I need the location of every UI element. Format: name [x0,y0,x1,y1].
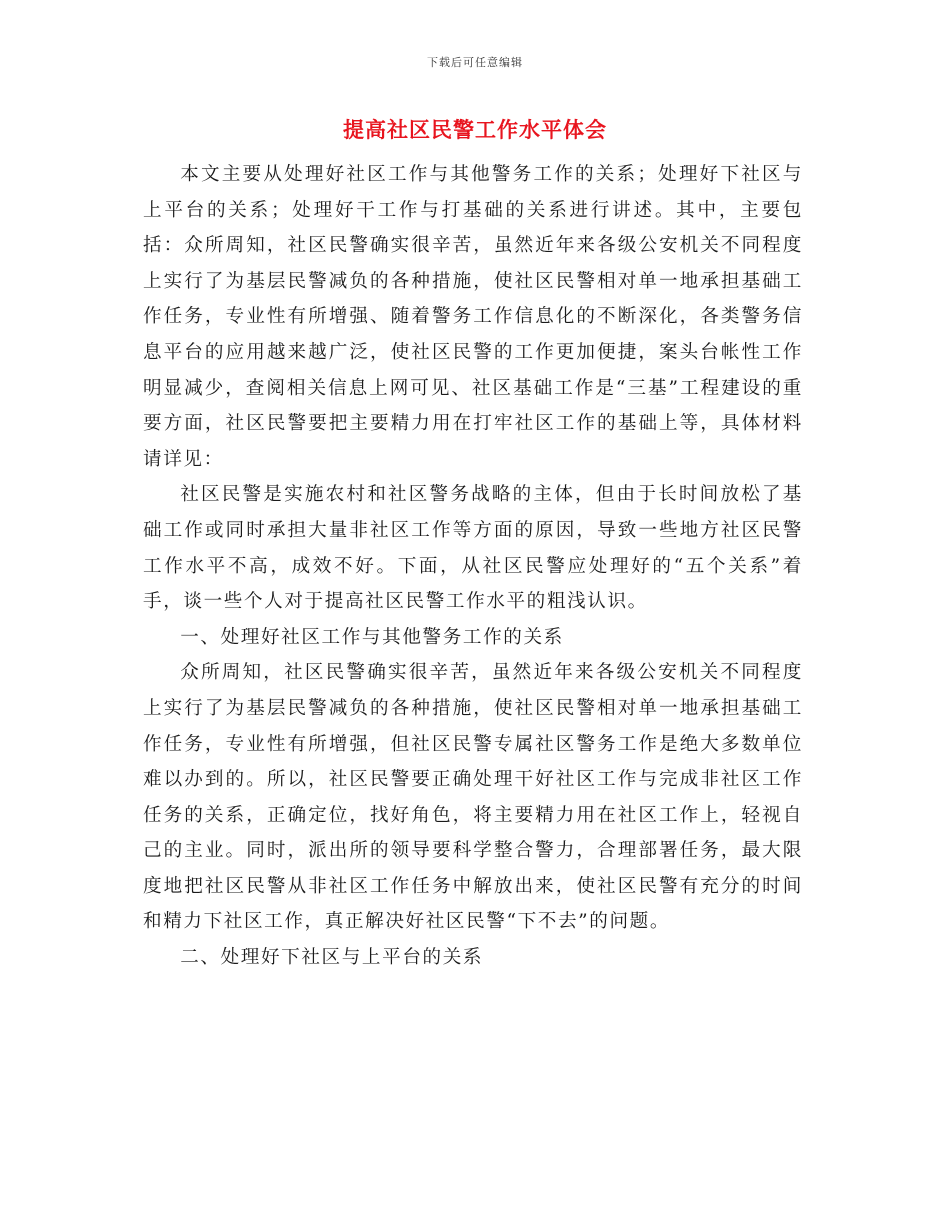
document-title: 提高社区民警工作水平体会 [343,117,607,142]
header-note: 下载后可任意编辑 [427,56,523,69]
section-heading-2: 二、处理好下社区与上平台的关系 [180,947,484,969]
intro-paragraph: 本文主要从处理好社区工作与其他警务工作的关系；处理好下社区与上平台的关系；处理好干工作与打基础的关系进行讲述。其中，主要包括：众所周知，社区民警确实很辛苦，虽然近年来各级公安机关不同程度上实行了为基层民警减负的各种措施，使社区民警相对单一地承担基础工作任务，专业性有所增强、随着警务工作信息化的不断深化，各类警务信息平台的应用越来越广泛，使社区民警的工作更加便捷，案头台帐性工作明显减少，查阅相关信息上网可见、社区基础工作是“三基”工程建设的重要方面，社区民警要把主要精力用在打牢社区工作的基础上等，具体材料请详见： [143,164,803,470]
body-paragraph: 众所周知，社区民警确实很辛苦，虽然近年来各级公安机关不同程度上实行了为基层民警减负的各种措施，使社区民警相对单一地承担基础工作任务，专业性有所增强，但社区民警专属社区警务工作是绝大多数单位难以办到的。所以，社区民警要正确处理干好社区工作与完成非社区工作任务的关系，正确定位，找好角色，将主要精力用在社区工作上，轻视自己的主业。同时，派出所的领导要科学整合警力，合理部署任务，最大限度地把社区民警从非社区工作任务中解放出来，使社区民警有充分的时间和精力下社区工作，真正解决好社区民警“下不去”的问题。 [143,662,803,933]
document-body [143,157,803,976]
section-heading-1: 一、处理好社区工作与其他警务工作的关系 [180,626,564,648]
body-paragraph: 社区民警是实施农村和社区警务战略的主体，但由于长时间放松了基础工作或同时承担大量非社区工作等方面的原因，导致一些地方社区民警工作水平不高，成效不好。下面，从社区民警应处理好的“五个关系”着手，谈一些个人对于提高社区民警工作水平的粗浅认识。 [143,484,803,613]
